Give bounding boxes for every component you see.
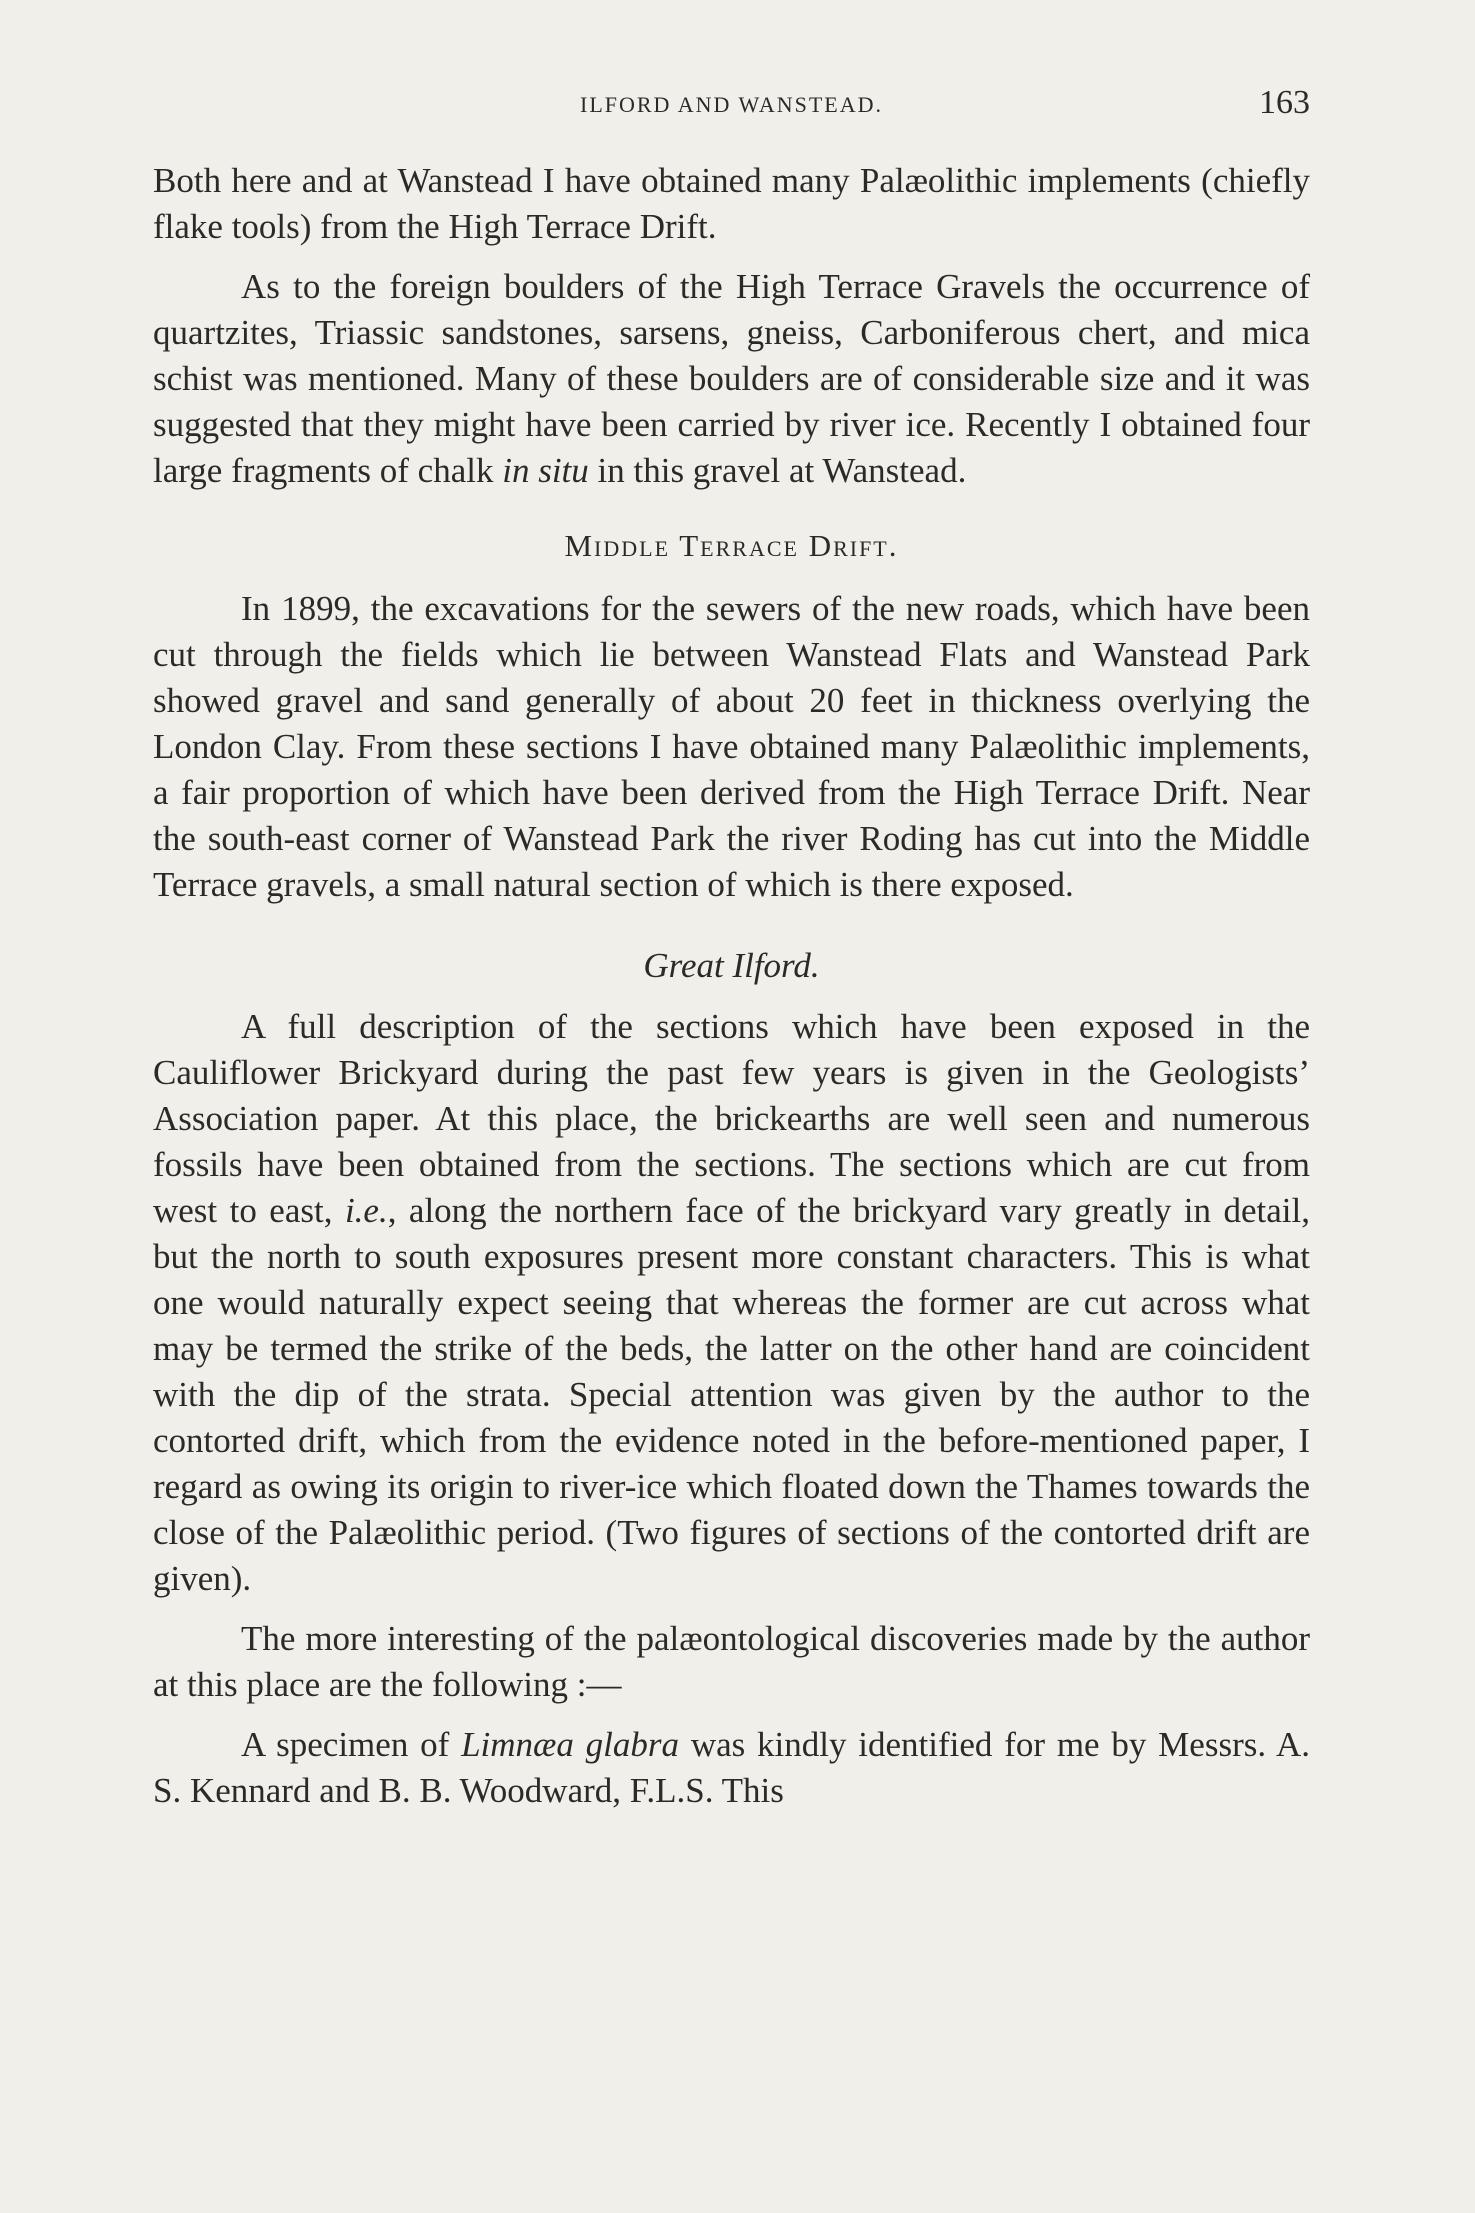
paragraph-2 — [153, 264, 1310, 494]
paragraph-6-text: A specimen of — [241, 1725, 462, 1764]
page-number: 163 — [1259, 84, 1310, 121]
running-head: ILFORD AND WANSTEAD. — [580, 92, 883, 117]
paragraph-6-italic: Limnæa glabra — [461, 1725, 680, 1764]
paragraph-2-text: As to the foreign boulders of the High Terrace Gravels the occurrence of quartzites, Triassic sandstones, sarsens, gneiss, Carboniferous chert, and mica schist was mentioned. Many of these boulders are of considerable size and it was suggested that they might have been carried by river ice. Recently I obtained four large fragments of chalk — [153, 267, 1310, 490]
page-header — [153, 84, 1310, 128]
body-text — [153, 158, 1310, 1828]
paragraph-4-text: A full description of the sections which have been exposed in the Cauliflower Brickyard during the past few years is given in the Geologists’ Association paper. At this place, the brickearths are well seen and numerous fossils have been obtained from the sections. The sections which are cut from west to east, — [153, 1007, 1310, 1230]
section-heading-great-ilford: Great Ilford. — [643, 946, 820, 985]
paragraph-3: In 1899, the excavations for the sewers of the new roads, which have been cut through the fields which lie between Wanstead Flats and Wanstead Park showed gravel and sand generally of about 20 feet in thickness overlying the London Clay. From these sections I have obtained many Palæolithic implements, a fair proportion of which have been derived from the High Terrace Drift. Near the south-east corner of Wanstead Park the river Roding has cut into the Middle Terrace gravels, a small natural section of which is there exposed. — [153, 589, 1310, 904]
paragraph-6 — [153, 1722, 1310, 1814]
paragraph-2-italic: in situ — [502, 451, 589, 490]
paragraph-4-end: , along the northern face of the brickyard vary greatly in detail, but the north to south exposures present more constant characters. This is what one would naturally expect seeing that whereas the former are cut across what may be termed the strike of the beds, the latter on the other hand are coincident with the dip of the strata. Special attention was given by the author to the contorted drift, which from the evidence noted in the before-mentioned paper, I regard as owing its origin to river-ice which floated down the Thames towards the close of the Palæolithic period. (Two figures of sections of the contorted drift are given). — [153, 1191, 1310, 1598]
paragraph-1: Both here and at Wanstead I have obtained many Palæolithic implements (chiefly flake tools) from the High Terrace Drift. — [153, 161, 1310, 246]
paragraph-4-italic: i.e. — [344, 1191, 388, 1230]
section-heading-middle-terrace: Middle Terrace Drift. — [564, 528, 899, 563]
paragraph-6-end: was kindly identified for me by Messrs. A. S. Kennard and B. B. Woodward, F.L.S. This — [153, 1725, 1310, 1810]
paragraph-2-end: in this gravel at Wanstead. — [588, 451, 967, 490]
paragraph-4 — [153, 1004, 1310, 1602]
paragraph-5: The more interesting of the palæontological discoveries made by the author at this place are the following :— — [153, 1619, 1310, 1704]
